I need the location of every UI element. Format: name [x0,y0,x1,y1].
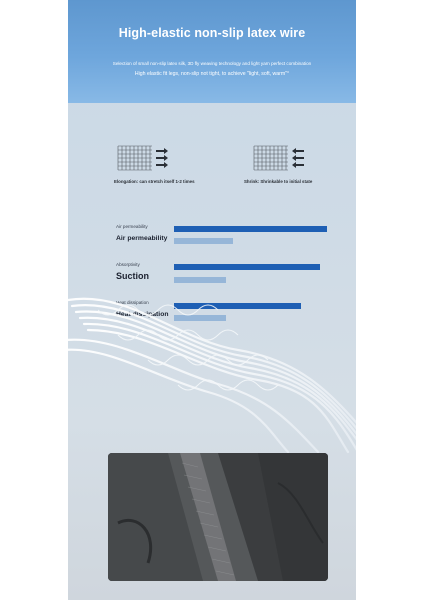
header-banner [68,0,356,103]
air-permeability-bar-primary [174,226,327,232]
elongation-caption: Elongation: can stretch itself 1-2 times [114,179,195,184]
heat-dissipation-title: Heat dissipation [116,311,169,318]
product-closeup-photo [108,453,328,581]
shrink-caption: Shrink: Shrinkable to initial state [244,179,313,184]
product-panel [68,0,356,600]
air-permeability-bar-secondary [174,238,233,244]
fabric-texture-image [108,453,328,581]
heat-dissipation-label: Heat dissipation [116,300,149,305]
air-permeability-title: Air permeability [116,235,168,242]
fabric-fiber-illustration [68,280,356,455]
air-permeability-label: Air permeability [116,224,148,229]
subtitle-line-2: High elastic fit legs, non-slip not tight, to achieve "light, soft, warm"° [134,71,290,77]
shrink-mesh-icon [252,144,308,172]
suction-title: Suction [116,271,149,281]
absorptivity-label: Absorptivity [116,262,140,267]
page-title: High-elastic non-slip latex wire [118,26,306,40]
elongation-mesh-icon [116,144,172,172]
subtitle-line-1: Selection of small non-slip latex silk, 3D fly weaving technology and light yarn perfect combination [112,61,312,66]
absorptivity-bar-primary [174,264,320,270]
